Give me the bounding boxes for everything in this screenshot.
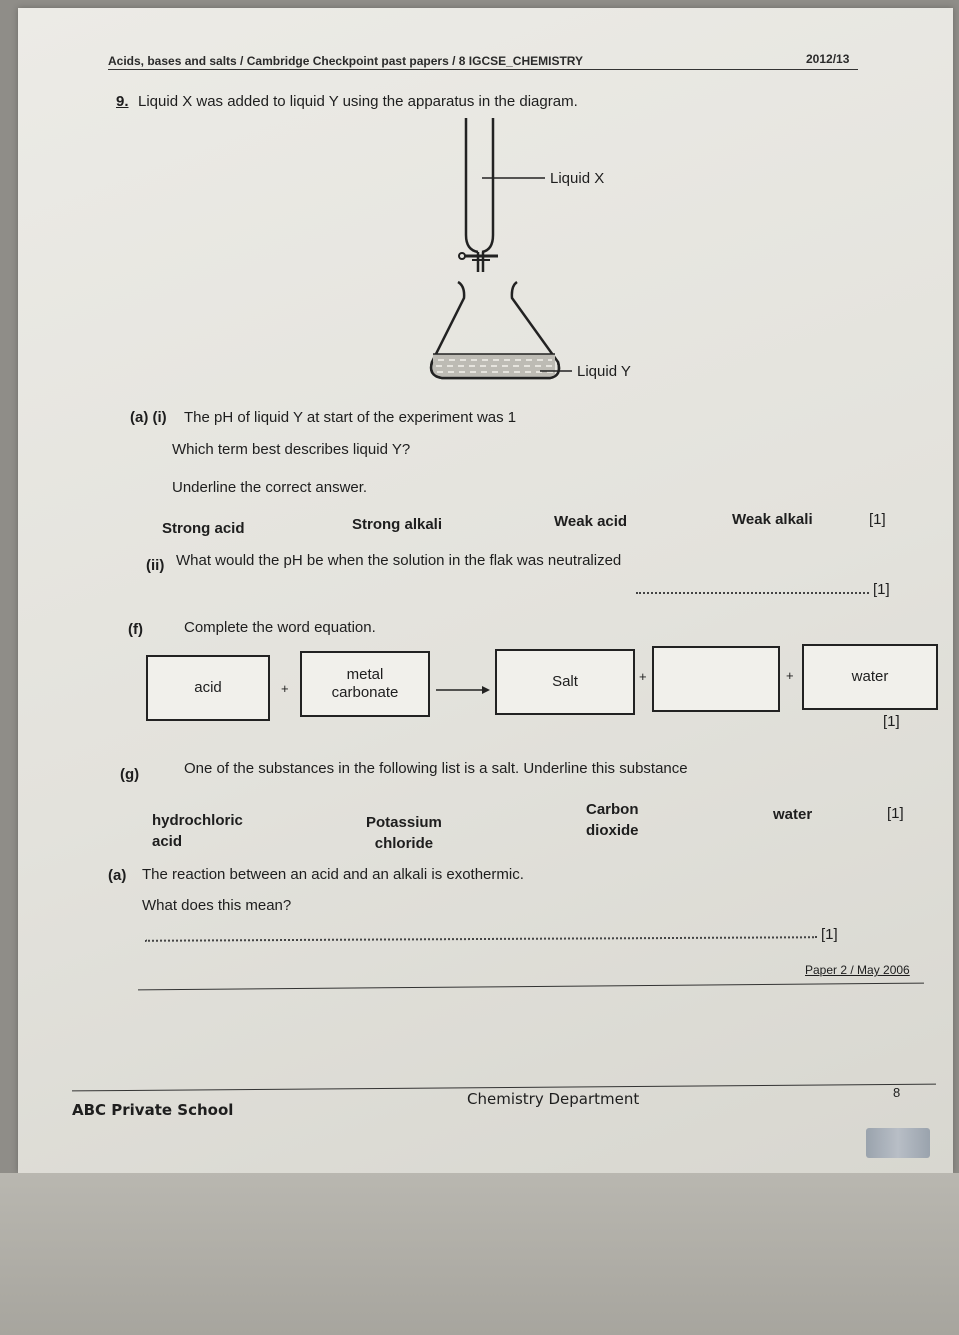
footer-school: ABC Private School [72, 1101, 234, 1119]
header-rule [108, 69, 858, 70]
equation-water-text: water [851, 668, 889, 685]
part-g-label: (g) [120, 766, 140, 783]
question-intro: Liquid X was added to liquid Y using the apparatus in the diagram. [138, 93, 578, 110]
equation-plus-1: + [281, 681, 289, 696]
footer-department: Chemistry Department [467, 1090, 640, 1108]
option-strong-acid[interactable]: Strong acid [162, 520, 245, 537]
part-a-ii-label: (ii) [146, 557, 165, 574]
part-a-ii-answer-line[interactable] [636, 592, 869, 594]
part-g-text: One of the substances in the following list is a salt. Underline this substance [184, 760, 688, 777]
option-water[interactable] [773, 806, 812, 823]
part-a-i-label: (a) (i) [130, 409, 167, 426]
header-title: Acids, bases and salts / Cambridge Checkpoint past papers / 8 IGCSE_CHEMISTRY [108, 54, 584, 68]
equation-box-blank[interactable] [652, 646, 780, 712]
part-g-marks: [1] [887, 805, 904, 822]
header-year: 2012/13 [806, 52, 850, 66]
option-hydrochloric-line1: hydrochloric [152, 812, 243, 829]
background-surface [0, 1173, 959, 1335]
burette-taper [466, 235, 493, 252]
liquid-y-label: Liquid Y [577, 363, 631, 380]
part-a2-text: The reaction between an acid and an alkali is exothermic. [142, 866, 524, 883]
equation-box-acid [146, 655, 270, 721]
equation-acid-text: acid [194, 679, 222, 696]
equation-arrow-icon [436, 684, 492, 696]
equation-box-salt [495, 649, 635, 715]
option-potassium-line1: Potassium [366, 814, 442, 831]
part-a2-question: What does this mean? [142, 897, 292, 914]
equation-salt-text: Salt [552, 673, 578, 690]
question-number: 9. [116, 93, 129, 110]
apparatus-diagram [420, 110, 680, 400]
equation-box-metal-carbonate [300, 651, 430, 717]
part-f-text: Complete the word equation. [184, 619, 376, 636]
equation-plus-3: + [786, 668, 794, 683]
option-hydrochloric-line2: acid [152, 833, 183, 850]
option-hydrochloric-acid[interactable] [152, 810, 243, 852]
option-potassium-line2: chloride [374, 835, 434, 852]
part-a2-label: (a) [108, 867, 127, 884]
part-a2-marks: [1] [821, 926, 838, 943]
option-carbon-dioxide[interactable] [586, 799, 639, 841]
equation-plus-2: + [639, 669, 647, 684]
option-potassium-chloride[interactable] [366, 812, 442, 854]
option-carbon-line1: Carbon [586, 801, 639, 818]
option-weak-acid[interactable]: Weak acid [554, 513, 628, 530]
equation-metal-text: metal [346, 666, 384, 683]
option-water-line1: water [773, 806, 813, 823]
option-weak-alkali[interactable]: Weak alkali [732, 511, 813, 528]
part-a-i-text: The pH of liquid Y at start of the experiment was 1 [184, 409, 517, 426]
part-a-ii-marks: [1] [873, 581, 890, 598]
equation-carbonate-text: carbonate [331, 684, 399, 701]
page-tab-marker [866, 1128, 930, 1158]
part-a-ii-text: What would the pH be when the solution in the flak was neutralized [176, 552, 622, 569]
option-carbon-line2: dioxide [586, 822, 639, 839]
part-a-i-marks: [1] [869, 511, 886, 528]
part-f-label: (f) [128, 621, 143, 638]
source-reference: Paper 2 / May 2006 [805, 963, 910, 977]
equation-box-water [802, 644, 938, 710]
option-strong-alkali[interactable]: Strong alkali [352, 516, 443, 533]
footer-page-number: 8 [893, 1085, 901, 1100]
liquid-x-label: Liquid X [550, 170, 605, 187]
part-a-i-instruction: Underline the correct answer. [172, 479, 368, 496]
part-a-i-question: Which term best describes liquid Y? [172, 441, 411, 458]
part-f-marks: [1] [883, 713, 900, 730]
